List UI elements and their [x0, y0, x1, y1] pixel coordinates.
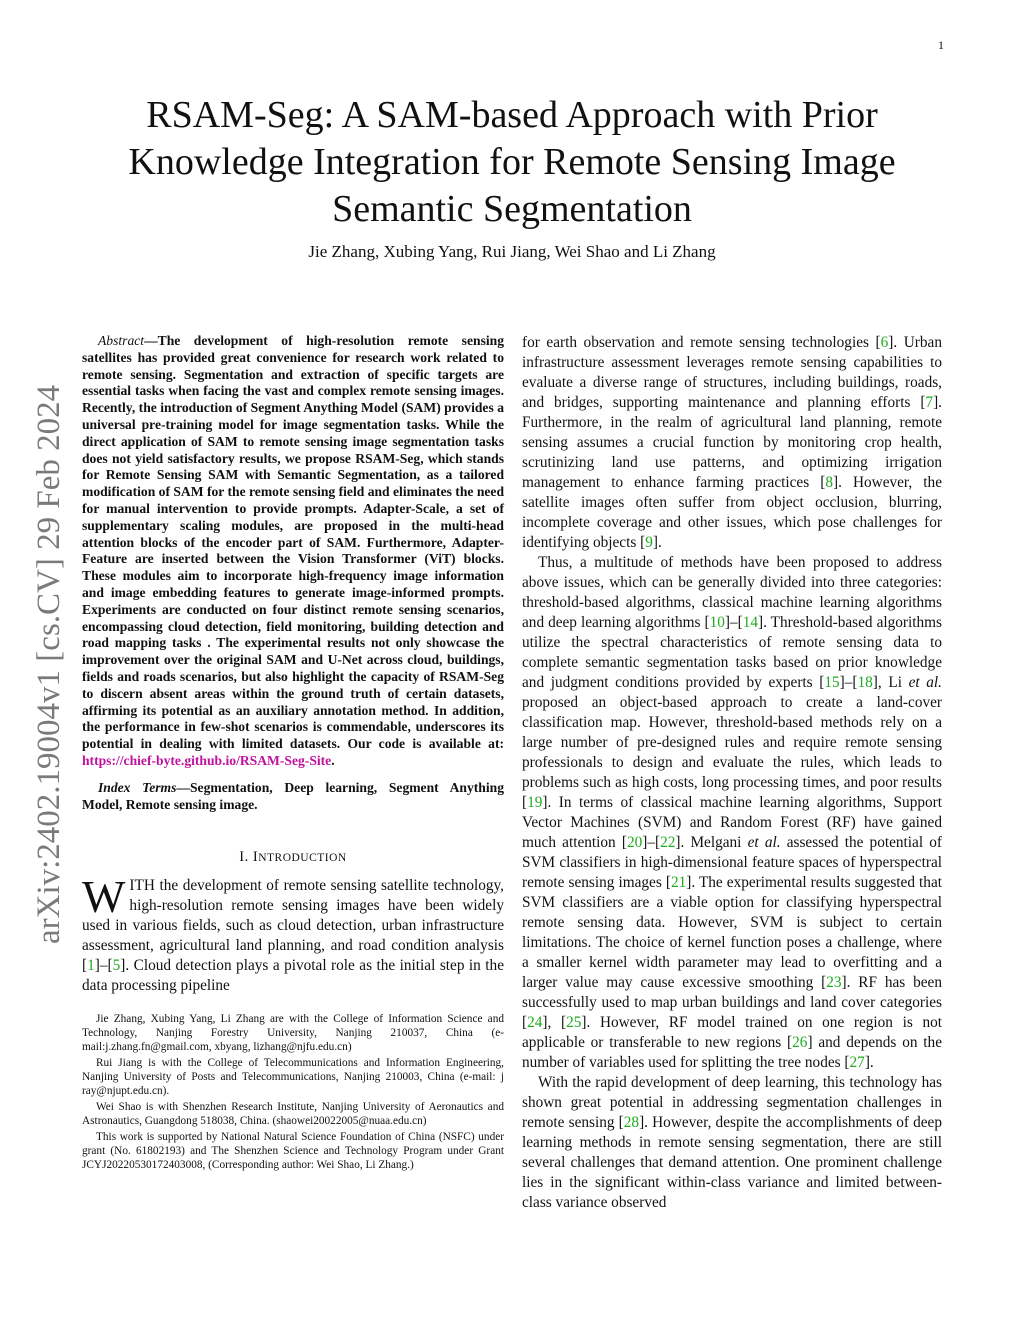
citation-link[interactable]: 23: [826, 974, 842, 991]
text-run: ]–[: [724, 614, 743, 631]
citation-link[interactable]: 24: [527, 1014, 543, 1031]
text-run: ]. Urban infrastructure assessment leverages remote sensing capabilities to evaluate a diverse range of structures, including buildings, roads, and bridges, supporting maintenance and planning efforts [: [522, 334, 942, 411]
section-heading: [82, 849, 504, 866]
text-run: ], [: [542, 1014, 567, 1031]
citation-link[interactable]: 20: [626, 834, 643, 851]
text-run: ]. Melgani: [675, 834, 748, 851]
body-paragraph-2: [522, 553, 942, 1073]
abstract-text: —The development of high-resolution remote sensing satellites has provided great convenience for research work related to remote sensing. Segmentation and extraction of specific targets are essential tasks when facing the vast and complex remote sensing images. Recently, the introduction of Segment Anything Model (SAM) provides a universal pre-training model for image segmentation tasks. While the direct application of SAM to remote sensing image segmentation tasks does not yield satisfactory results, we propose RSAM-Seg, which stands for Remote Sensing SAM with Semantic Segmentation, as a tailored modification of SAM for the remote sensing field and eliminates the need for manual intervention to provide prompts. Adapter-Scale, a set of supplementary scaling modules, are proposed in the multi-head attention blocks of the encoder part of SAM. Furthermore, Adapter-Feature are inserted between the Vision Transformer (ViT) blocks. These modules aim to incorporate high-frequency image information and image embedding features to generate image-informed prompts. Experiments are conducted on four distinct remote sensing scenarios, encompassing cloud detection, field monitoring, building detection and road mapping tasks . The experimental results not only showcase the improvement over the original SAM and U-Net across cloud, buildings, fields and roads scenarios, but also highlight the capacity of RSAM-Seg to discern absent areas within the ground truth of certain datasets, affirming its potential as an auxiliary annotation method. In addition, the performance in few-shot scenarios is commendable, underscores its potential in dealing with limited datasets. Our code is available at:: [82, 333, 505, 752]
footnote-affiliation-2: Rui Jiang is with the College of Telecommunications and Information Engineering, Nanjing University of Posts and Telecommunications, Nanjing 210003, China (e-mail: j ray@njupt.edu.cn).: [82, 1057, 504, 1098]
citation-link[interactable]: 28: [623, 1114, 640, 1131]
text-run: ]. Threshold-based algorithms utilize the spectral characteristics of remote sensing data to complete semantic segmentation tasks based on prior knowledge and judgment conditions provided by experts [: [522, 614, 942, 691]
citation-link[interactable]: 7: [925, 394, 934, 411]
index-terms-label: Index Terms: [98, 779, 177, 795]
text-run: ]. Furthermore, in the realm of agricultural land planning, remote sensing assumes a crucial function by monitoring crop health, scrutinizing land use patterns, and optimizing irrigation management to enhance farming practices [: [522, 394, 942, 491]
section-rest: NTRODUCTION: [258, 852, 347, 865]
footnote-funding: This work is supported by National Natural Science Foundation of China (NSFC) under grant (No. 61802193) and The Shenzhen Science and Technology Program under Grant JCYJ20220530172403008, (Corresponding author: Wei Shao, Li Zhang.): [82, 1131, 504, 1172]
text-run: With the rapid development of deep learning, this technology has shown great potential in addressing segmentation challenges in remote sensing [: [522, 1074, 942, 1131]
text-run: ]. In terms of classical machine learning algorithms, Support Vector Machines (SVM) and Random Forest (RF) have gained much attention [: [522, 794, 942, 851]
arxiv-identifier: arXiv:2402.19004v1 [cs.CV] 29 Feb 2024: [31, 384, 67, 944]
text-run: ]. However, the satellite images often suffer from object occlusion, blurring, incomplete coverage and other issues, which pose challenges for identifying objects [: [522, 474, 942, 551]
text-run: ].: [864, 1054, 874, 1071]
text-run: ].: [652, 534, 662, 551]
body-paragraph-1: [522, 333, 942, 553]
section-numeral: I.: [239, 849, 249, 866]
text-run: ]. However, RF model trained on one region is not applicable or transferable to new regions [: [522, 1014, 942, 1051]
left-column: [82, 333, 504, 1174]
section-initial: I: [252, 849, 259, 866]
abstract-label: Abstract: [98, 333, 145, 348]
author-list: Jie Zhang, Xubing Yang, Rui Jiang, Wei Shao and Li Zhang: [308, 242, 716, 261]
citation-link[interactable]: 14: [742, 614, 758, 631]
code-link[interactable]: https://chief-byte.github.io/RSAM-Seg-Site: [82, 752, 332, 768]
intro-paragraph: [82, 871, 504, 996]
citation-link[interactable]: 19: [527, 794, 543, 811]
citation-link[interactable]: 9: [645, 534, 653, 551]
page-number: 1: [938, 38, 944, 52]
text-run: proposed an object-based approach to create a land-cover classification map. However, threshold-based methods rely on a large number of pre-designed rules and require remote sensing professionals to design and evaluate the rules, which leads to problems such as high costs, long processing times, and poor results [: [522, 694, 942, 811]
text-run: ] and depends on the number of variables used for splitting the tree nodes [: [522, 1034, 942, 1071]
abstract: [82, 333, 504, 770]
footnote-affiliation-1: Jie Zhang, Xubing Yang, Li Zhang are with the College of Information Science and Technology, Nanjing Forestry University, Nanjing 210037, China (e-mail:j.zhang.fn@gmail.com, xbyang, lizhang@njfu.edu.cn): [82, 1013, 504, 1054]
text-run: ]. However, despite the accomplishments of deep learning methods in remote sensing segmentation, there are still several challenges that demand attention. One prominent challenge lies in the significant within-class variance and limited between-class variance observed: [522, 1114, 942, 1211]
text-run: et al.: [747, 834, 781, 851]
citation-link[interactable]: 25: [566, 1014, 582, 1031]
drop-cap: W: [82, 871, 126, 923]
citation-link[interactable]: 26: [792, 1034, 808, 1051]
abstract-end: .: [331, 752, 335, 768]
text-run: Thus, a multitude of methods have been proposed to address above issues, which can be generally divided into three categories: threshold-based algorithms, classical machine learning algorithms and deep learning algorithms [: [522, 554, 942, 631]
citation-link[interactable]: 5: [112, 957, 121, 975]
text-run: ], Li: [872, 674, 909, 691]
citation-link[interactable]: 6: [880, 334, 889, 351]
citation-link[interactable]: 10: [709, 614, 725, 631]
citation-link[interactable]: 21: [670, 874, 687, 891]
body-paragraph-3: [522, 1073, 942, 1213]
text-run: ]–[: [642, 834, 661, 851]
index-terms: [82, 780, 504, 814]
text-run: assessed the potential of SVM classifiers in high-dimensional feature spaces of hyperspectral remote sensing images [: [522, 834, 942, 891]
text-run: for earth observation and remote sensing technologies [: [522, 334, 881, 351]
text-run: ]. RF has been successfully used to map urban buildings and land cover categories [: [522, 974, 942, 1031]
citation-link[interactable]: 27: [849, 1054, 865, 1071]
text-run: ]. The experimental results suggested that SVM classifiers are a viable option for classifying hyperspectral remote sensing data. However, SVM is subject to certain limitations. The choice of kernel function poses a challenge, where a smaller kernel width parameter may lead to overfitting and a larger value may cause excessive smoothing [: [522, 874, 942, 991]
citation-link[interactable]: 22: [660, 834, 676, 851]
text-run: ]–[: [94, 957, 113, 975]
citation-link[interactable]: 8: [825, 474, 833, 491]
text-run: ]. Cloud detection plays a pivotal role as the initial step in the data processing pipeline: [82, 957, 504, 995]
citation-link[interactable]: 18: [857, 674, 873, 691]
footnotes: [82, 1012, 504, 1172]
text-run: ITH the development of remote sensing satellite technology, high-resolution remote sensing images have been widely used in various fields, such as cloud detection, urban infrastructure assessment, agricultural land planning, and road condition analysis [: [82, 877, 504, 975]
paper-title: RSAM-Seg: A SAM-based Approach with Prior Knowledge Integration for Remote Sensing Image Semantic Segmentation: [128, 94, 896, 230]
citation-link[interactable]: 1: [87, 957, 95, 975]
footnote-affiliation-3: Wei Shao is with Shenzhen Research Institute, Nanjing University of Aeronautics and Astronautics, Guangdong 518038, China. (shaowei20022005@nuaa.edu.cn): [82, 1101, 504, 1128]
text-run: et al.: [908, 674, 942, 691]
index-terms-text: —Segmentation, Deep learning, Segment Anything Model, Remote sensing image.: [82, 779, 504, 812]
right-column: [522, 333, 942, 1213]
text-run: ]–[: [839, 674, 858, 691]
citation-link[interactable]: 15: [824, 674, 840, 691]
